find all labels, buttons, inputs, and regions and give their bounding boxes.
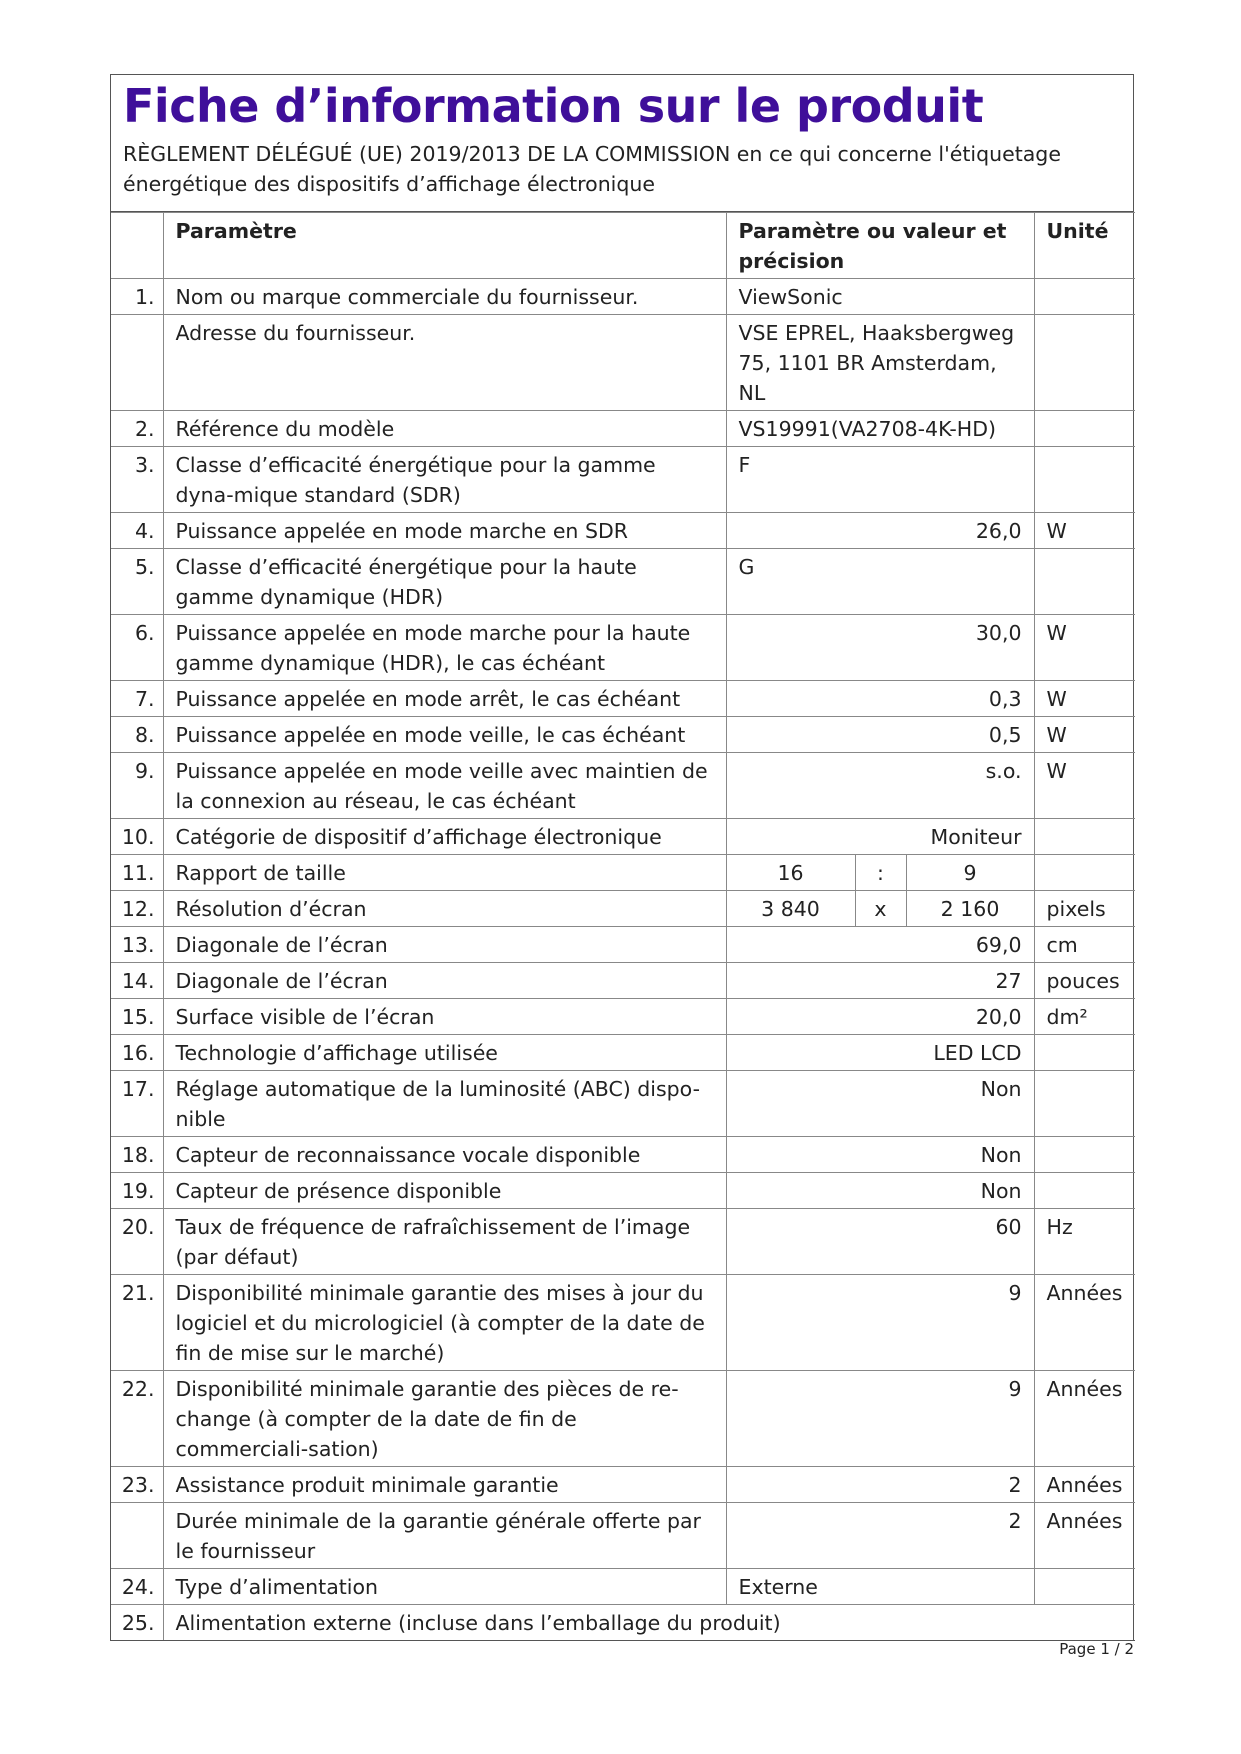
row-number: 19. [111,1173,163,1209]
row-parameter: Rapport de taille [163,855,726,891]
row-unit: pouces [1034,963,1135,999]
table-row [111,999,1135,1035]
row-unit [1034,1035,1135,1071]
table-row [111,1605,1135,1641]
row-value-separator: : [855,855,906,891]
header-parameter: Paramètre [163,213,726,279]
table-row [111,1137,1135,1173]
row-value: 27 [726,963,1034,999]
row-value: s.o. [726,753,1034,819]
row-parameter: Capteur de présence disponible [163,1173,726,1209]
row-value: VSE EPREL, Haaksbergweg 75, 1101 BR Amsterdam, NL [726,315,1034,411]
row-parameter: Technologie d’affichage utilisée [163,1035,726,1071]
row-number: 13. [111,927,163,963]
row-number: 16. [111,1035,163,1071]
row-number: 4. [111,513,163,549]
row-parameter: Durée minimale de la garantie générale offerte par le fournisseur [163,1503,726,1569]
row-unit [1034,447,1135,513]
row-parameter: Puissance appelée en mode veille avec maintien de la connexion au réseau, le cas échéant [163,753,726,819]
row-unit: W [1034,753,1135,819]
table-row [111,855,1135,891]
row-value-b: 2 160 [906,891,1034,927]
table-row [111,891,1135,927]
table-row [111,819,1135,855]
row-parameter: Référence du modèle [163,411,726,447]
table-row [111,927,1135,963]
row-unit: Années [1034,1275,1135,1371]
row-unit [1034,1071,1135,1137]
table-row [111,1209,1135,1275]
row-number: 25. [111,1605,163,1641]
row-value: G [726,549,1034,615]
row-parameter: Taux de fréquence de rafraîchissement de l’image (par défaut) [163,1209,726,1275]
row-value: Externe [726,1569,1034,1605]
row-value: 0,5 [726,717,1034,753]
row-parameter: Capteur de reconnaissance vocale disponible [163,1137,726,1173]
row-number: 14. [111,963,163,999]
row-value: 9 [726,1275,1034,1371]
table-row [111,1503,1135,1569]
row-number: 8. [111,717,163,753]
page-title: Fiche d’information sur le produit [123,79,984,133]
row-unit [1034,315,1135,411]
table-row [111,1275,1135,1371]
header-number [111,213,163,279]
row-value: 60 [726,1209,1034,1275]
header-value-line: Paramètre ou valeur et [738,219,1007,243]
subtitle-line: énergétique des dispositifs d’affichage électronique [123,172,655,196]
row-value: 20,0 [726,999,1034,1035]
parameters-table [111,212,1135,1641]
row-number: 21. [111,1275,163,1371]
row-number: 17. [111,1071,163,1137]
row-number: 24. [111,1569,163,1605]
row-number [111,1503,163,1569]
table-row [111,615,1135,681]
row-value: 2 [726,1503,1034,1569]
row-parameter: Diagonale de l’écran [163,927,726,963]
table-row [111,411,1135,447]
row-value-a: 3 840 [726,891,855,927]
row-unit [1034,1137,1135,1173]
row-unit [1034,279,1135,315]
row-parameter: Réglage automatique de la luminosité (ABC) dispo-nible [163,1071,726,1137]
row-number: 22. [111,1371,163,1467]
row-parameter: Résolution d’écran [163,891,726,927]
row-number: 18. [111,1137,163,1173]
table-row [111,963,1135,999]
row-unit: W [1034,513,1135,549]
row-value: 0,3 [726,681,1034,717]
table-row [111,447,1135,513]
regulation-subtitle [123,139,1121,199]
row-unit [1034,1569,1135,1605]
row-unit: W [1034,615,1135,681]
row-unit: Années [1034,1503,1135,1569]
row-number: 3. [111,447,163,513]
row-number: 11. [111,855,163,891]
table-row [111,1467,1135,1503]
row-number: 2. [111,411,163,447]
table-row [111,1173,1135,1209]
row-unit [1034,1173,1135,1209]
table-row [111,1371,1135,1467]
header-unit: Unité [1034,213,1135,279]
row-parameter: Puissance appelée en mode marche pour la haute gamme dynamique (HDR), le cas échéant [163,615,726,681]
table-row [111,549,1135,615]
sheet-header [111,75,1133,212]
table-row [111,681,1135,717]
row-parameter: Disponibilité minimale garantie des mises à jour du logiciel et du micrologiciel (à compter de la date de fin de mise sur le marché) [163,1275,726,1371]
table-body [111,279,1135,1641]
row-parameter: Classe d’efficacité énergétique pour la gamme dyna-mique standard (SDR) [163,447,726,513]
row-unit [1034,819,1135,855]
row-parameter: Type d’alimentation [163,1569,726,1605]
row-number: 7. [111,681,163,717]
table-header-row [111,213,1135,279]
header-value [726,213,1034,279]
row-unit: pixels [1034,891,1135,927]
row-unit: Années [1034,1467,1135,1503]
row-number: 1. [111,279,163,315]
row-unit: Années [1034,1371,1135,1467]
row-unit: dm² [1034,999,1135,1035]
row-value: LED LCD [726,1035,1034,1071]
row-value-separator: x [855,891,906,927]
table-row [111,279,1135,315]
row-parameter: Assistance produit minimale garantie [163,1467,726,1503]
row-unit: cm [1034,927,1135,963]
row-value: 69,0 [726,927,1034,963]
row-unit: W [1034,681,1135,717]
row-parameter: Nom ou marque commerciale du fournisseur. [163,279,726,315]
row-value: Non [726,1071,1034,1137]
table-row [111,1569,1135,1605]
row-parameter: Puissance appelée en mode veille, le cas échéant [163,717,726,753]
row-number: 23. [111,1467,163,1503]
row-value: 9 [726,1371,1034,1467]
row-parameter: Catégorie de dispositif d’affichage électronique [163,819,726,855]
row-value: Non [726,1137,1034,1173]
row-value-b: 9 [906,855,1034,891]
header-value-line: précision [738,249,845,273]
row-number: 6. [111,615,163,681]
row-number: 15. [111,999,163,1035]
row-value: VS19991(VA2708-4K-HD) [726,411,1034,447]
row-unit [1034,549,1135,615]
row-parameter: Classe d’efficacité énergétique pour la haute gamme dynamique (HDR) [163,549,726,615]
row-parameter: Puissance appelée en mode marche en SDR [163,513,726,549]
table-row [111,513,1135,549]
row-value: 26,0 [726,513,1034,549]
row-parameter: Adresse du fournisseur. [163,315,726,411]
row-parameter: Surface visible de l’écran [163,999,726,1035]
table-row [111,717,1135,753]
subtitle-line: RÈGLEMENT DÉLÉGUÉ (UE) 2019/2013 DE LA COMMISSION en ce qui concerne l'étiquetage [123,142,1061,166]
row-value: Moniteur [726,819,1034,855]
row-number: 12. [111,891,163,927]
row-number: 9. [111,753,163,819]
table-row [111,1071,1135,1137]
row-number: 20. [111,1209,163,1275]
row-parameter: Puissance appelée en mode arrêt, le cas échéant [163,681,726,717]
row-value: Non [726,1173,1034,1209]
page-number: Page 1 / 2 [1059,1640,1134,1658]
row-value: 30,0 [726,615,1034,681]
row-parameter: Disponibilité minimale garantie des pièces de re-change (à compter de la date de fin de commerciali-sation) [163,1371,726,1467]
row-number: 5. [111,549,163,615]
row-unit: W [1034,717,1135,753]
product-info-sheet [110,74,1134,1641]
table-row [111,753,1135,819]
table-row [111,315,1135,411]
row-value: 2 [726,1467,1034,1503]
row-value: F [726,447,1034,513]
row-unit: Hz [1034,1209,1135,1275]
table-row [111,1035,1135,1071]
row-value: ViewSonic [726,279,1034,315]
row-unit [1034,411,1135,447]
row-value-a: 16 [726,855,855,891]
row-unit [1034,855,1135,891]
row-number: 10. [111,819,163,855]
row-parameter: Alimentation externe (incluse dans l’emballage du produit) [163,1605,1135,1641]
row-parameter: Diagonale de l’écran [163,963,726,999]
row-number [111,315,163,411]
